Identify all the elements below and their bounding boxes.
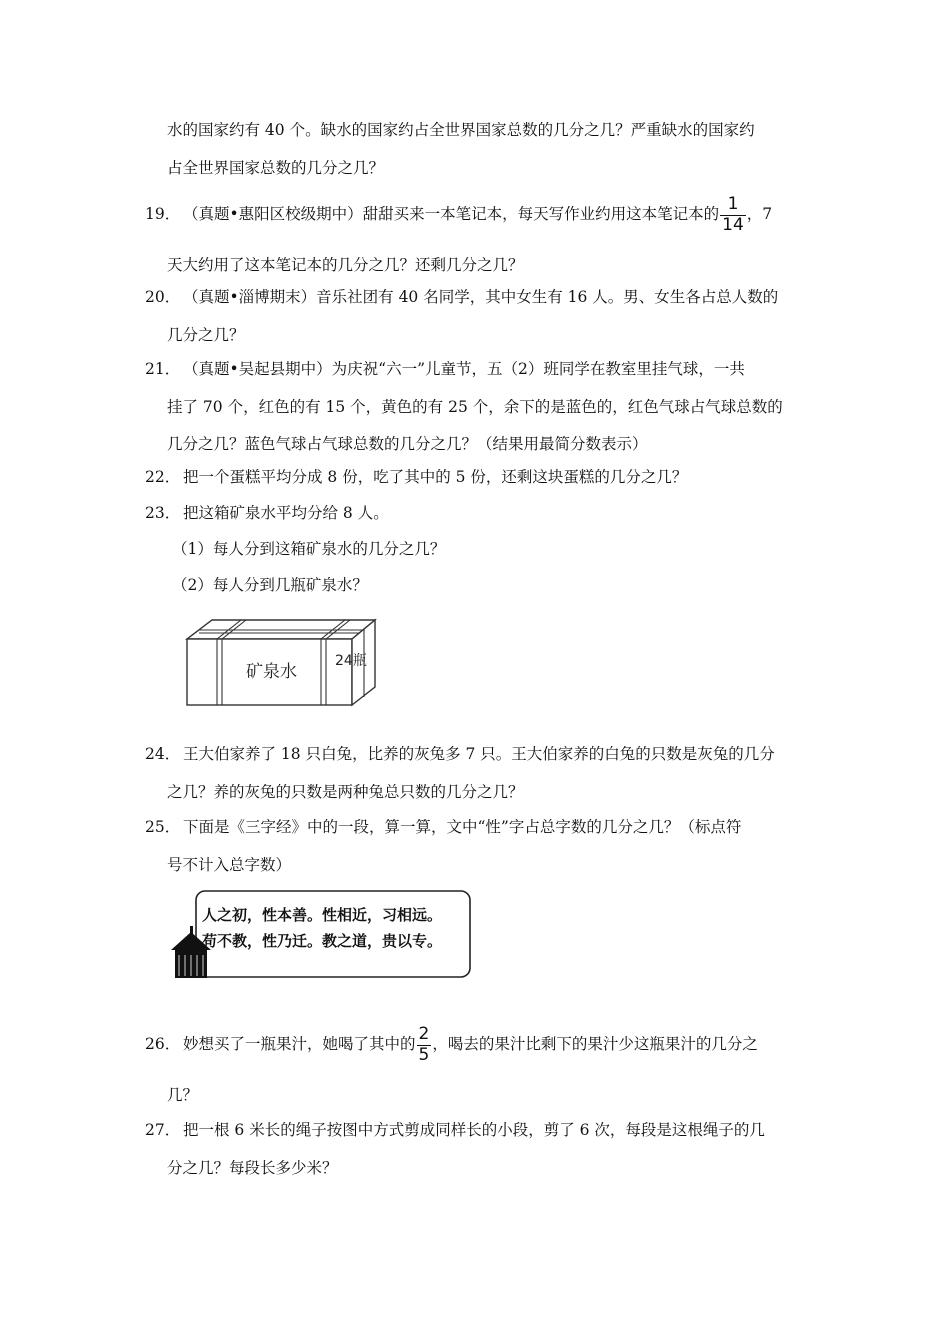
q19-line1 <box>183 190 772 238</box>
q19-number: 19． <box>145 205 181 223</box>
q24-line1: 王大伯家养了 18 只白兔，比养的灰兔多 7 只。王大伯家养的白兔的只数是灰兔的几分 <box>183 745 775 763</box>
q26-line1-tail: ，喝去的果汁比剩下的果汁少这瓶果汁的几分之 <box>432 1035 758 1053</box>
q20-number: 20． <box>145 288 181 306</box>
q26-line1 <box>183 1020 758 1068</box>
q27-line1: 把一根 6 米长的绳子按图中方式剪成同样长的小段，剪了 6 次，每段是这根绳子的几 <box>183 1121 765 1139</box>
q18-line1: 水的国家约有 40 个。缺水的国家约占全世界国家总数的几分之几？严重缺水的国家约 <box>167 121 755 139</box>
water-box-figure <box>184 615 380 711</box>
q24-number: 24． <box>145 745 181 763</box>
q20-line1: （真题•淄博期末）音乐社团有 40 名同学，其中女生有 16 人。男、女生各占总人数的 <box>183 288 779 306</box>
water-box-drawing <box>184 615 380 711</box>
box-label: 矿泉水 <box>246 662 297 682</box>
verse-line2: 苟不教，性乃迁。教之道，贵以专。 <box>202 932 443 950</box>
verse-drawing <box>170 888 474 982</box>
verse-line1: 人之初，性本善。性相近，习相远。 <box>202 906 443 924</box>
q19-fraction-denominator: 14 <box>722 214 744 235</box>
q25-line1: 下面是《三字经》中的一段，算一算，文中“性”字占总字数的几分之几？（标点符 <box>183 818 742 836</box>
q19-fraction-numerator: 1 <box>720 196 746 216</box>
q21-number: 21． <box>145 360 181 378</box>
q21-line1: （真题•吴起县期中）为庆祝“六一”儿童节，五（2）班同学在教室里挂气球，一共 <box>183 360 745 378</box>
q19-line2: 天大约用了这本笔记本的几分之几？还剩几分之几？ <box>167 256 524 274</box>
q19-line1-tail: ，7 <box>746 205 773 223</box>
q18-line2: 占全世界国家总数的几分之几？ <box>167 159 385 177</box>
q19-line1-text: （真题•惠阳区校级期中）甜甜买来一本笔记本，每天写作业约用这本笔记本的 <box>183 205 720 223</box>
q23-number: 23． <box>145 504 181 522</box>
q19-fraction <box>720 193 746 235</box>
q26-line1-text: 妙想买了一瓶果汁，她喝了其中的 <box>183 1035 416 1053</box>
q26-number: 26． <box>145 1035 181 1053</box>
q23-line1: 把这箱矿泉水平均分给 8 人。 <box>183 504 389 522</box>
q20-line2: 几分之几？ <box>167 326 245 344</box>
q24-line2: 之几？养的灰兔的只数是两种兔总只数的几分之几？ <box>167 783 524 801</box>
q22-number: 22． <box>145 468 181 486</box>
q23-sub2: （2）每人分到几瓶矿泉水？ <box>172 576 368 594</box>
q26-line2: 几？ <box>167 1086 199 1104</box>
q22-line1: 把一个蛋糕平均分成 8 份，吃了其中的 5 份，还剩这块蛋糕的几分之几？ <box>183 468 688 486</box>
box-count: 24瓶 <box>335 653 367 669</box>
q26-fraction-numerator: 2 <box>418 1023 430 1044</box>
verse-figure <box>170 888 474 982</box>
q21-line2: 挂了 70 个，红色的有 15 个，黄色的有 25 个，余下的是蓝色的，红色气球占气球总数的 <box>167 398 783 416</box>
q25-line2: 号不计入总字数） <box>167 856 292 874</box>
q27-line2: 分之几？每段长多少米？ <box>167 1159 338 1177</box>
q21-line3: 几分之几？蓝色气球占气球总数的几分之几？（结果用最简分数表示） <box>167 435 648 453</box>
q26-fraction <box>417 1023 432 1065</box>
q27-number: 27． <box>145 1121 181 1139</box>
q25-number: 25． <box>145 818 181 836</box>
q23-sub1: （1）每人分到这箱矿泉水的几分之几？ <box>172 540 446 558</box>
q26-fraction-denominator: 5 <box>418 1044 430 1065</box>
